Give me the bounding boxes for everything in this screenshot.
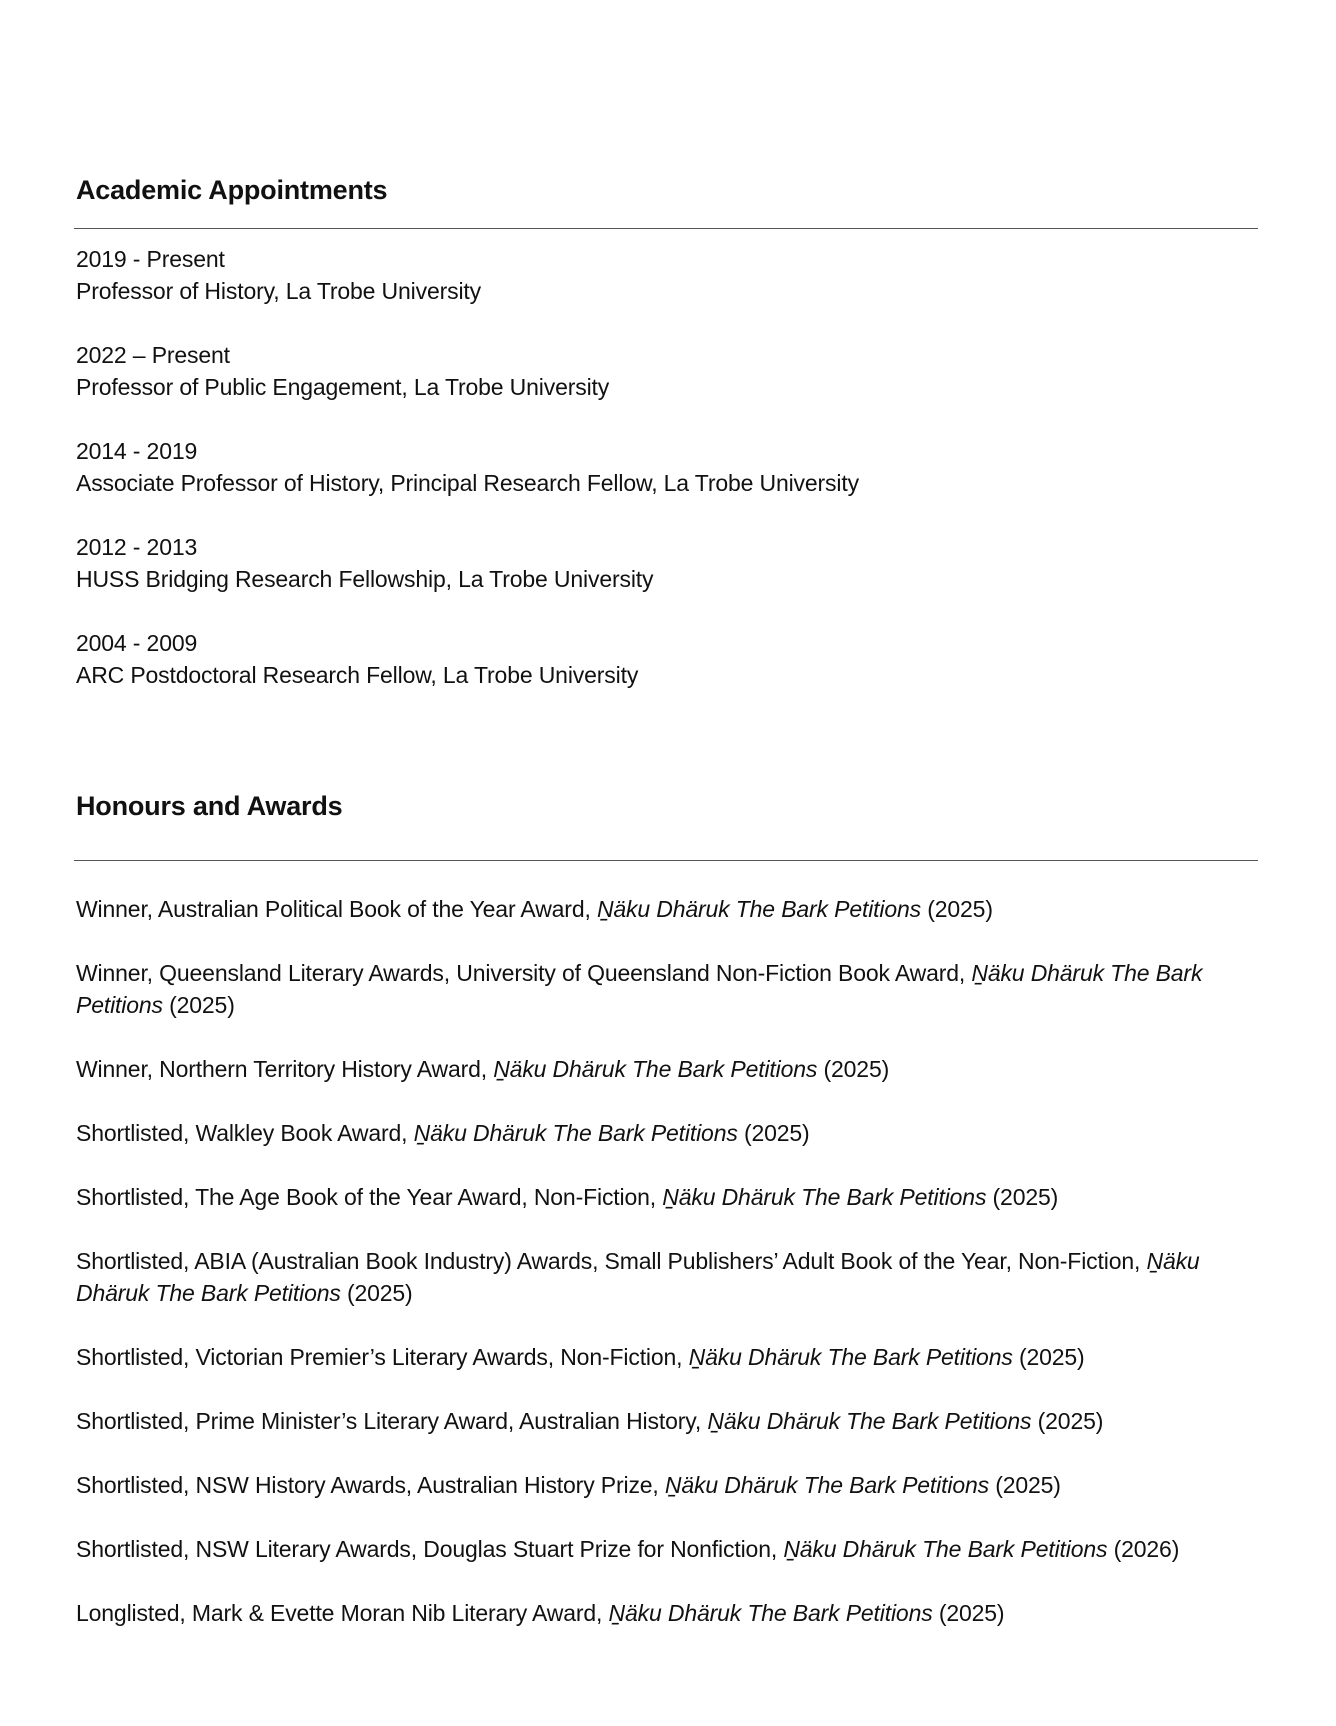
award-item (76, 1597, 1256, 1629)
appointment-period: 2022 – Present (76, 342, 230, 368)
appointment-role: Professor of Public Engagement, La Trobe University (76, 374, 610, 400)
award-item (76, 1533, 1256, 1565)
award-description: Winner, Northern Territory History Award, (76, 1056, 494, 1082)
award-item (76, 1245, 1256, 1309)
appointment-role: HUSS Bridging Research Fellowship, La Trobe University (76, 566, 654, 592)
section-heading-honours-and-awards: Honours and Awards (76, 791, 343, 821)
award-item (76, 1053, 1256, 1085)
appointment-period: 2004 - 2009 (76, 630, 198, 656)
award-year: (2025) (162, 992, 235, 1018)
award-description: Winner, Australian Political Book of the Year Award, (76, 896, 597, 922)
award-description: Shortlisted, The Age Book of the Year Award, Non-Fiction, (76, 1184, 663, 1210)
award-item (76, 957, 1256, 1021)
appointment-role: ARC Postdoctoral Research Fellow, La Trobe University (76, 662, 639, 688)
award-description: Shortlisted, Prime Minister’s Literary Award, Australian History, (76, 1408, 708, 1434)
award-description: Shortlisted, NSW Literary Awards, Douglas Stuart Prize for Nonfiction, (76, 1536, 784, 1562)
section-divider (74, 228, 1258, 229)
award-year: (2025) (986, 1184, 1059, 1210)
book-title: N̠äku Dhäruk The Bark Petitions (413, 1120, 738, 1146)
book-title: N̠äku Dhäruk The Bark Petitions (596, 896, 921, 922)
appointment-period: 2012 - 2013 (76, 534, 198, 560)
book-title: N̠äku Dhäruk The Bark Petitions (76, 1248, 1200, 1306)
appointment-entry (76, 243, 1256, 307)
award-year: (2025) (932, 1600, 1005, 1626)
award-description: Shortlisted, Victorian Premier’s Literary Awards, Non-Fiction, (76, 1344, 689, 1370)
award-year: (2025) (737, 1120, 810, 1146)
book-title: N̠äku Dhäruk The Bark Petitions (493, 1056, 818, 1082)
book-title: N̠äku Dhäruk The Bark Petitions (662, 1184, 987, 1210)
awards-list (76, 893, 1256, 1661)
award-year: (2025) (921, 896, 993, 922)
award-description: Winner, Queensland Literary Awards, University of Queensland Non-Fiction Book Award, (76, 960, 972, 986)
appointment-entry (76, 531, 1256, 595)
appointments-list (76, 243, 1256, 723)
book-title: N̠äku Dhäruk The Bark Petitions (783, 1536, 1108, 1562)
book-title: N̠äku Dhäruk The Bark Petitions (608, 1600, 933, 1626)
appointment-entry (76, 627, 1256, 691)
award-item (76, 1341, 1256, 1373)
award-item (76, 1469, 1256, 1501)
book-title: N̠äku Dhäruk The Bark Petitions (707, 1408, 1032, 1434)
appointment-role: Associate Professor of History, Principal Research Fellow, La Trobe University (76, 470, 859, 496)
book-title: N̠äku Dhäruk The Bark Petitions (76, 960, 1203, 1018)
appointment-entry (76, 435, 1256, 499)
appointment-role: Professor of History, La Trobe University (76, 278, 482, 304)
appointment-period: 2019 - Present (76, 246, 225, 272)
award-description: Shortlisted, Walkley Book Award, (76, 1120, 414, 1146)
award-item (76, 1117, 1256, 1149)
award-item (76, 893, 1256, 925)
award-year: (2026) (1107, 1536, 1180, 1562)
award-description: Shortlisted, NSW History Awards, Australian History Prize, (76, 1472, 665, 1498)
book-title: N̠äku Dhäruk The Bark Petitions (664, 1472, 989, 1498)
award-item (76, 1181, 1256, 1213)
award-year: (2025) (340, 1280, 413, 1306)
award-description: Longlisted, Mark & Evette Moran Nib Literary Award, (76, 1600, 609, 1626)
award-year: (2025) (1031, 1408, 1104, 1434)
award-year: (2025) (1012, 1344, 1085, 1370)
appointment-entry (76, 339, 1256, 403)
book-title: N̠äku Dhäruk The Bark Petitions (688, 1344, 1013, 1370)
award-year: (2025) (817, 1056, 890, 1082)
appointment-period: 2014 - 2019 (76, 438, 198, 464)
award-description: Shortlisted, ABIA (Australian Book Industry) Awards, Small Publishers’ Adult Book of the Year, Non-Fiction, (76, 1248, 1147, 1274)
award-year: (2025) (988, 1472, 1061, 1498)
section-heading-academic-appointments: Academic Appointments (76, 175, 388, 205)
award-item (76, 1405, 1256, 1437)
section-divider (74, 860, 1258, 861)
